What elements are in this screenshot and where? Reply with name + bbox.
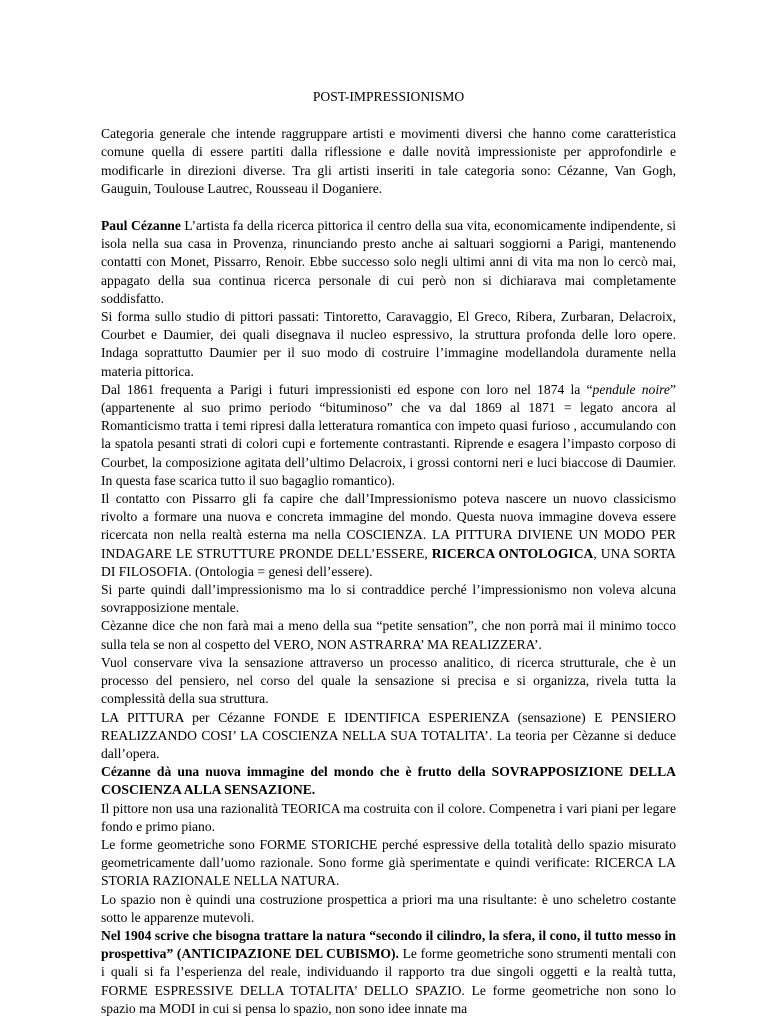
intro-paragraph: Categoria generale che intende raggruppare artisti e movimenti diversi che hanno come caratteristica comune quella di essere partiti dalla riflessione e dalle novità impressioniste per approfondirle e modificarle in direzioni diverse. Tra gli artisti inseriti in tale categoria sono: Cézanne, Van Gogh, Gauguin, Toulouse Lautrec, Rousseau il Doganiere. (101, 126, 676, 196)
pissarro-paragraph (101, 490, 676, 581)
cubism-quote: Nel 1904 scrive che bisogna trattare la natura “secondo il cilindro, la sfera, il cono, il tutto messo in prospettiva” (ANTICIPAZIONE DEL CUBISMO). (101, 927, 676, 962)
pissarro-text-a: Il contatto con Pissarro gli fa capire che dall’Impressionismo poteva nascere un nuovo classicismo rivolto a formare una nuova e concreta immagine del mondo. Questa nuova immagine doveva essere ricercata non nella realtà esterna ma nella COSCIENZA. LA PITTURA DIVIENE UN MODO PER INDAGARE LE STRUTTURE PRONDE DELL’ESSERE, (101, 491, 676, 561)
petite-sensation-paragraph: Cèzanne dice che non farà mai a meno della sua “petite sensation”, che non porrà mai il minimo tocco sulla tela se non al cospetto del VERO, NON ASTRARRA’ MA REALIZZERA’. (101, 618, 676, 652)
geometric-forms-paragraph: Le forme geometriche sono FORME STORICHE perché espressive della totalità dello spazio misurato geometricamente dall’uomo razionale. Sono forme già sperimentate e quindi verificate: RICERCA LA STORIA RAZIONALE NELLA NATURA. (101, 836, 676, 889)
cezanne-paragraph-text: L’artista fa della ricerca pittorica il centro della sua vita, economicamente indipendente, si isola nella sua casa in Provenza, rinunciando presto anche ai saltuari soggiorni a Parigi, mantenendo contatti con Monet, Pissarro, Renoir. Ebbe successo solo negli ultimi anni di vita ma non lo cercò mai, appagato della sua continua ricerca personale di cui però non si dichiarava mai completamente soddisfatto. (101, 218, 677, 306)
cezanne-name: Paul Cézanne (101, 218, 181, 234)
painting-paragraph: LA PITTURA per Cézanne FONDE E IDENTIFICA ESPERIENZA (sensazione) E PENSIERO REALIZZANDO COSI’ LA COSCIENZA NELLA SUA TOTALITA’. La teoria per Cèzanne si deduce dall’opera. (101, 709, 676, 761)
cezanne-paragraph (101, 217, 676, 308)
rationality-paragraph: Il pittore non usa una razionalità TEORICA ma costruita con il colore. Compenetra i vari piani per legare fondo e primo piano. (101, 800, 676, 834)
cubism-paragraph (101, 927, 676, 1018)
new-image-text: Cézanne dà una nuova immagine del mondo che è frutto della SOVRAPPOSIZIONE DELLA COSCIENZA ALLA SENSAZIONE. (101, 764, 676, 798)
sensation-paragraph: Vuol conservare viva la sensazione attraverso un processo analitico, di ricerca strutturale, che è un processo del pensiero, nel corso del quale la sensazione si precisa e si organizza, rivela tutta la complessità della sua struttura. (101, 654, 676, 707)
pissarro-text-b: , UNA SORTA DI FILOSOFIA. (Ontologia = genesi dell’essere). (101, 545, 676, 579)
page-title: POST-IMPRESSIONISMO (312, 89, 465, 104)
impressionists-text-b: ” (appartenente al suo primo periodo “bituminoso” che va dal 1869 al 1871 = legato ancora al Romanticismo tratta i temi ripresi dalla letteratura romantica con impeto quasi furioso , accumulando con la spatola pesanti strati di colori cupi e fortemente contrastanti. Riprende e esagera l’impasto corposo di Courbet, la composizione agitata dell’ultimo Delacroix, i grossi contorni neri e luci biaccose di Daumier. In questa fase scarica tutto il suo bagaglio romantico). (101, 381, 676, 488)
ontological-research: RICERCA ONTOLOGICA (431, 545, 594, 561)
space-paragraph: Lo spazio non è quindi una costruzione prospettica a priori ma una risultante: è uno scheletro costante sotto le apparenze mutevoli. (101, 891, 676, 925)
cubism-text: Le forme geometriche sono strumenti mentali con i quali si fa l’esperienza del reale, individuando il rapporto tra due singoli oggetti e la realtà tutta, FORME ESPRESSIVE DELLA TOTALITA’ DELLO SPAZIO. Le forme geometriche non sono lo spazio ma MODI in cui si pensa lo spazio, non sono idee innate ma (101, 946, 677, 1016)
training-paragraph: Si forma sullo studio di pittori passati: Tintoretto, Caravaggio, El Greco, Ribera, Zurbaran, Delacroix, Courbet e Daumier, dei quali disegnava il nucleo espressivo, la struttura profonda delle loro opere. Indaga soprattutto Daumier per il suo modo di costruire l’immagine modellandola duramente nella materia pittorica. (101, 309, 676, 379)
new-image-paragraph (101, 763, 676, 799)
contradiction-paragraph: Si parte quindi dall’impressionismo ma lo si contraddice perché l’impressionismo non voleva alcuna sovrapposizione mentale. (101, 582, 676, 616)
pendule-noire-title: pendule noire (592, 381, 670, 397)
impressionists-paragraph (101, 381, 676, 490)
impressionists-text-a: Dal 1861 frequenta a Parigi i futuri impressionisti ed espone con loro nel 1874 la “ (101, 381, 593, 397)
